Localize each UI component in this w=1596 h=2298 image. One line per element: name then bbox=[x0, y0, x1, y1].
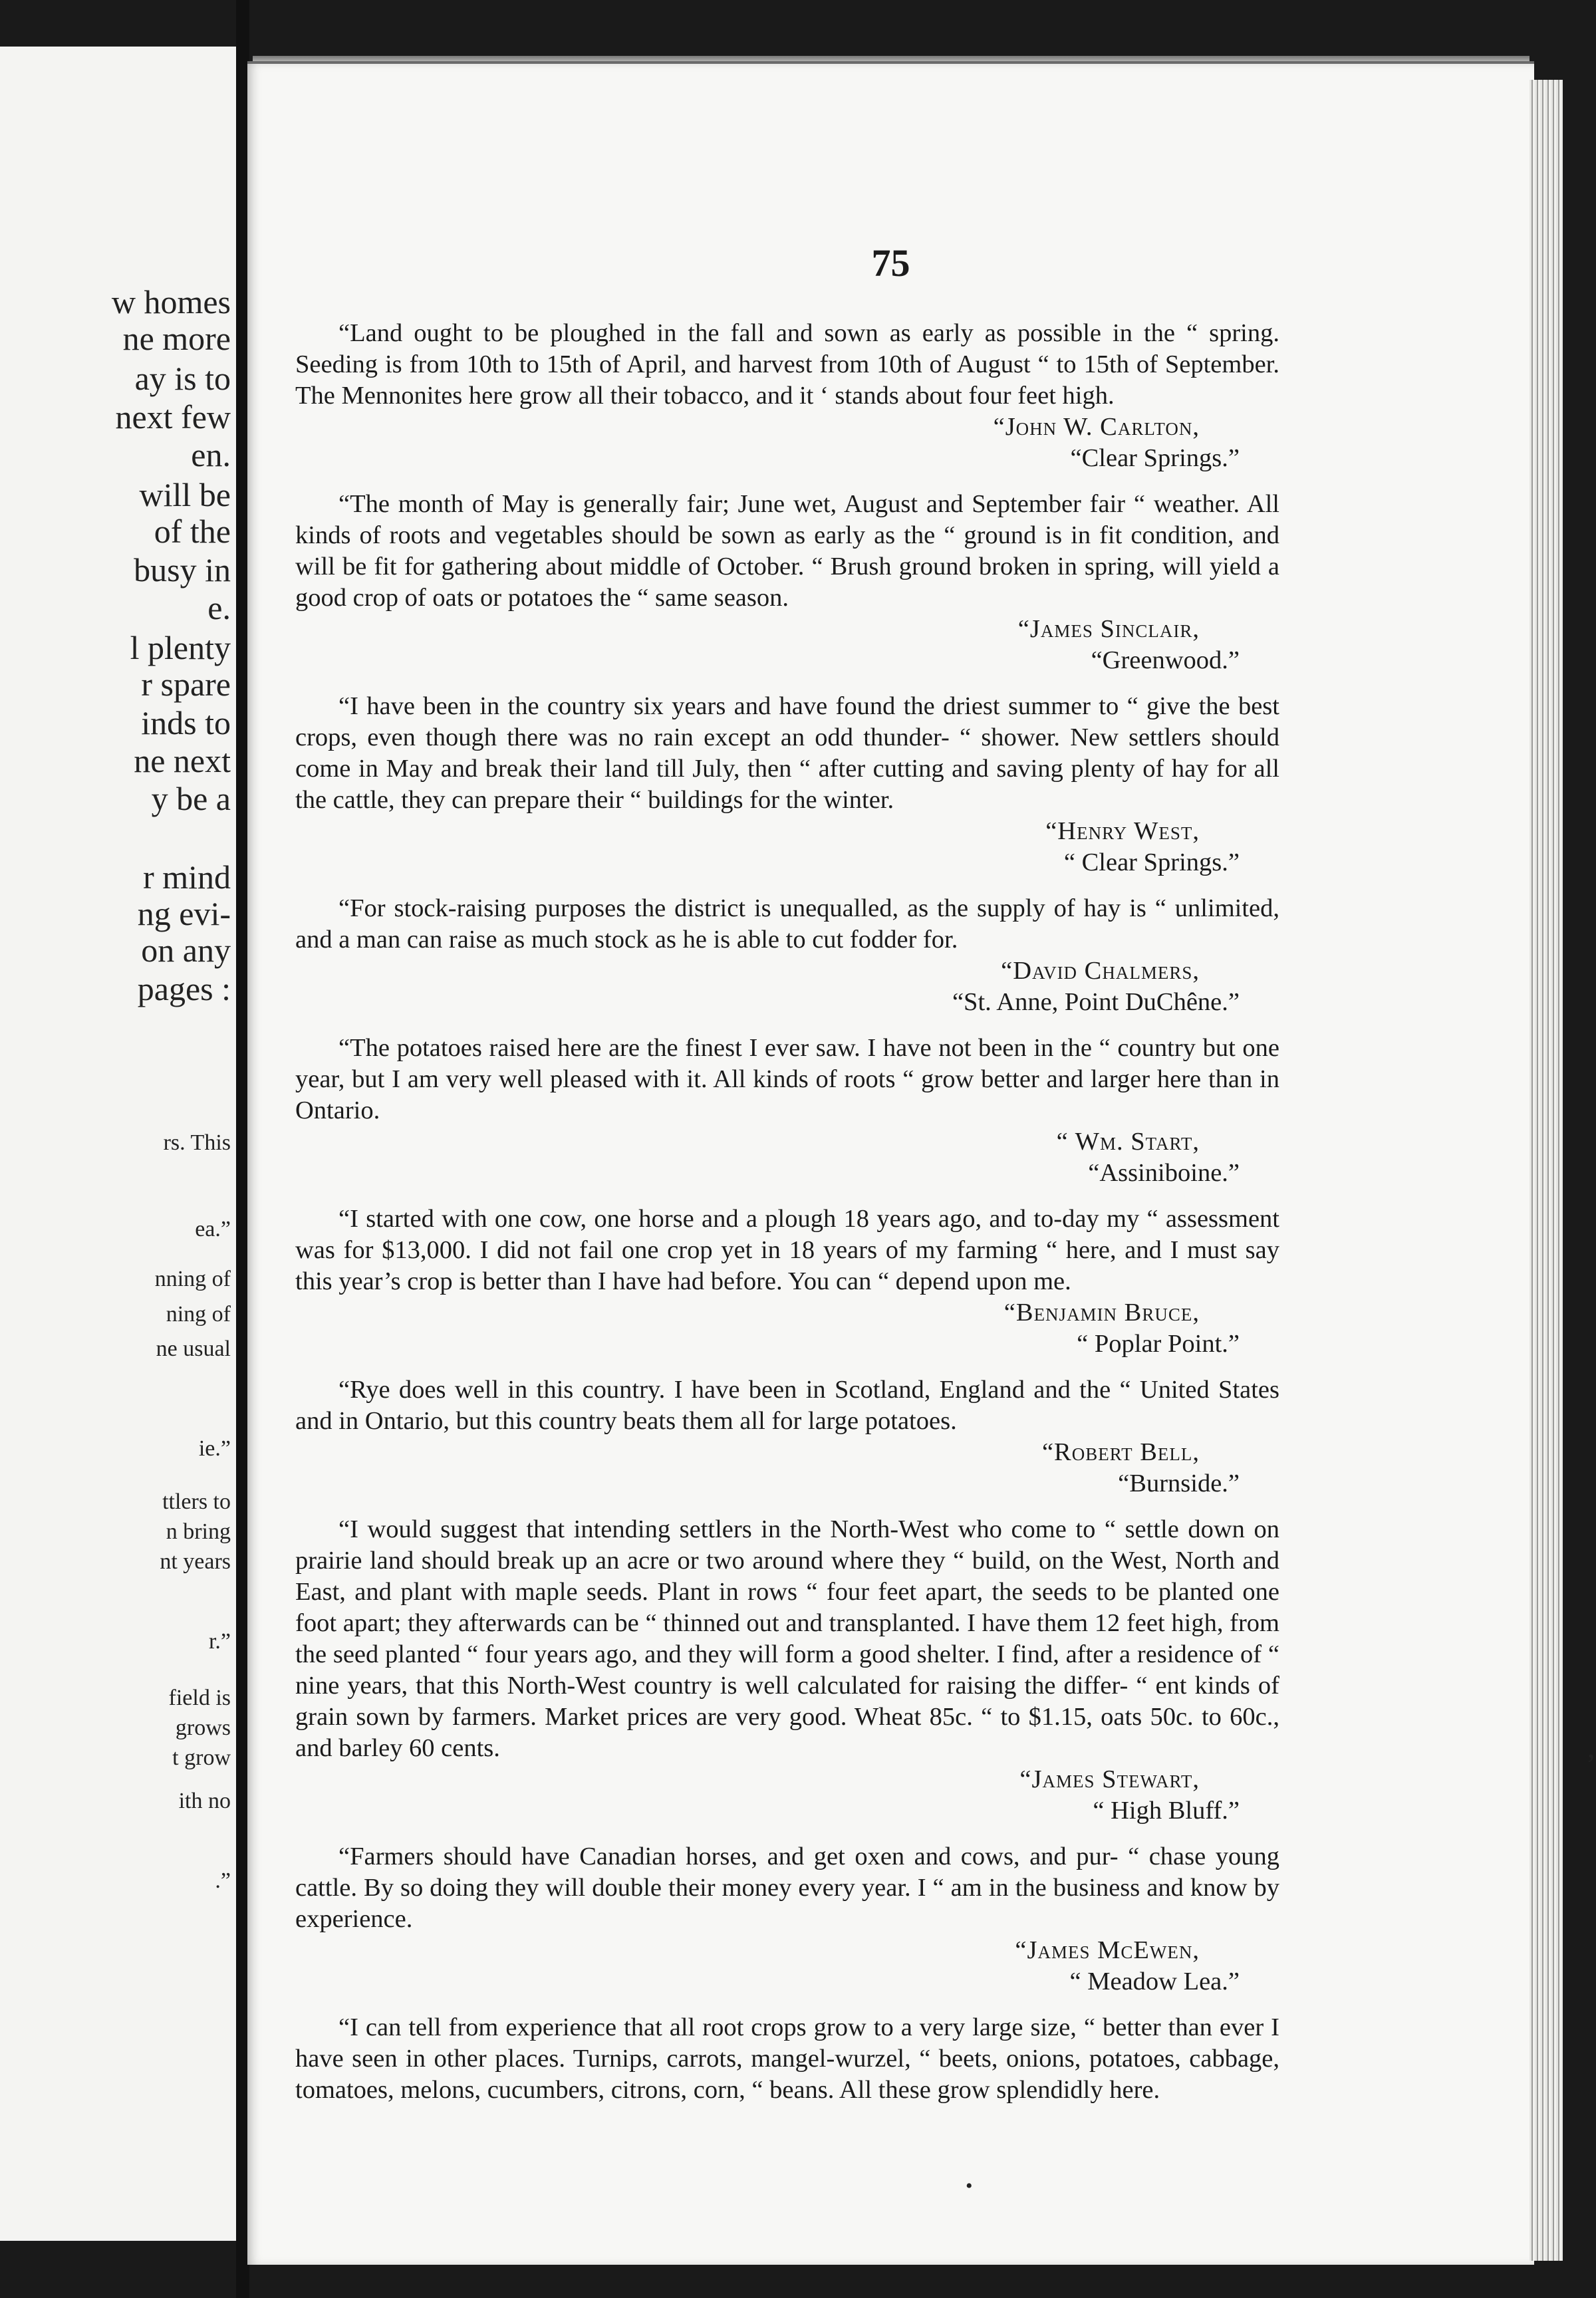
testimonial-author: “David Chalmers, bbox=[1001, 957, 1200, 985]
left-page-fragment: nt years bbox=[160, 1549, 231, 1574]
left-page-fragment: ne usual bbox=[156, 1337, 231, 1361]
left-page-fragment: e. bbox=[207, 589, 231, 626]
left-page-fragment: pages : bbox=[137, 970, 231, 1007]
left-page-fragment: en. bbox=[191, 436, 231, 473]
left-page-fragment: nning of bbox=[154, 1267, 231, 1291]
left-page-fragment: r.” bbox=[208, 1629, 231, 1654]
testimonial-author: “James Sinclair, bbox=[1017, 615, 1200, 643]
testimonial-place: “Clear Springs.” bbox=[1070, 444, 1240, 472]
left-page-fragment: ng evi- bbox=[137, 895, 231, 932]
testimonial-text: “Land ought to be ploughed in the fall and sown as early as possible in the “ spring. Seeding is from 10th to 15th of April, and harvest from 10th of August “ to 15th of September. The Mennonites here grow all their tobacco, and it ‘ stands about four feet high. bbox=[295, 319, 1279, 410]
testimonial-author: “Robert Bell, bbox=[1041, 1438, 1200, 1466]
page-number: 75 bbox=[871, 241, 910, 285]
left-page bbox=[0, 47, 240, 2241]
testimonial-author: “Henry West, bbox=[1045, 817, 1200, 845]
testimonial-place: “Greenwood.” bbox=[1091, 646, 1240, 674]
testimonial-text: “For stock-raising purposes the district is unequalled, as the supply of hay is “ unlimited, and a man can raise as much stock as he is able to cut fodder for. bbox=[295, 894, 1279, 954]
left-page-fragment: ne next bbox=[134, 742, 231, 779]
ink-speck: , bbox=[1587, 1730, 1595, 1764]
left-page-fragment: field is bbox=[168, 1686, 231, 1710]
left-page-fragment: ie.” bbox=[198, 1436, 231, 1461]
testimonial-place: “St. Anne, Point DuChêne.” bbox=[952, 988, 1240, 1016]
left-page-fragment: r mind bbox=[143, 858, 231, 896]
left-page-fragment: t grow bbox=[172, 1745, 231, 1770]
left-page-fragment: ith no bbox=[178, 1789, 231, 1813]
left-page-fragment: y be a bbox=[151, 780, 231, 817]
spacer bbox=[295, 1827, 1279, 1841]
left-page-fragment: will be bbox=[139, 476, 231, 513]
testimonial-text: “I would suggest that intending settlers in the North-West who come to “ settle down on prairie land should break up an acre or two around where they “ build, on the West, North and East, and plant with maple seeds. Plant in rows “ four feet apart, the seeds to be planted one foot apart; they afterwards can be “ thinned out and transplanted. I have them 12 feet high, from the seed planted “ four years ago, and they will form a good shelter. I find, after a residence of “ nine years, that this North-West country is well calculated for raising the differ- “ ent kinds of grain sown by farmers. Market prices are very good. Wheat 85c. “ to $1.15, oats 50c. to 60c., and barley 60 cents. bbox=[295, 1515, 1279, 1762]
right-page bbox=[247, 61, 1595, 2265]
spacer bbox=[295, 474, 1279, 489]
left-page-fragment: l plenty bbox=[130, 629, 231, 666]
testimonial-text: “I started with one cow, one horse and a plough 18 years ago, and to-day my “ assessment was for $13,000. I did not fail one crop yet in 18 years of my farming “ here, and I must say this year’s crop is better than I have had before. You can “ depend upon me. bbox=[295, 1205, 1279, 1295]
left-page-fragment: ay is to bbox=[134, 360, 231, 397]
testimonial-author: “John W. Carlton, bbox=[993, 413, 1200, 441]
spacer bbox=[295, 878, 1279, 893]
testimonial-text: “Rye does well in this country. I have been in Scotland, England and the “ United States and in Ontario, but this country beats them all for large potatoes. bbox=[295, 1376, 1279, 1435]
left-page-fragment: next few bbox=[115, 398, 231, 436]
spacer bbox=[295, 1018, 1279, 1033]
testimonial-place: “ Meadow Lea.” bbox=[1069, 1968, 1240, 1995]
spacer bbox=[295, 2106, 1279, 2120]
testimonial-place: “ Poplar Point.” bbox=[1077, 1330, 1240, 1358]
left-page-fragment: rs. This bbox=[163, 1130, 231, 1155]
spacer bbox=[295, 1997, 1279, 2012]
spacer bbox=[295, 676, 1279, 691]
left-page-fragment: ning of bbox=[166, 1302, 231, 1327]
left-page-fragment: w homes bbox=[111, 283, 231, 320]
testimonial-author: “James McEwen, bbox=[1015, 1936, 1200, 1964]
testimonial-text: “Farmers should have Canadian horses, and get oxen and cows, and pur- “ chase young cattle. By so doing they will double their money every year. I “ am in the business and know by experience. bbox=[295, 1843, 1279, 1933]
testimonial-author: “ Wm. Start, bbox=[1056, 1128, 1200, 1156]
spacer bbox=[295, 1360, 1279, 1374]
left-page-fragment: .” bbox=[215, 1868, 231, 1893]
page-edges bbox=[1530, 80, 1563, 2261]
testimonial-author: “Benjamin Bruce, bbox=[1003, 1299, 1200, 1327]
testimonial-text: “The potatoes raised here are the finest I ever saw. I have not been in the “ country but one year, but I am very well pleased with it. All kinds of roots “ grow better and larger here than in Ontario. bbox=[295, 1034, 1279, 1124]
left-page-fragment: ea.” bbox=[195, 1217, 231, 1241]
testimonials-column bbox=[295, 318, 1279, 2120]
testimonial-place: “Assiniboine.” bbox=[1088, 1159, 1240, 1187]
testimonial-place: “ Clear Springs.” bbox=[1063, 848, 1240, 876]
testimonial-text: “I can tell from experience that all root crops grow to a very large size, “ better than ever I have seen in other places. Turnips, carrots, mangel-wurzel, “ beets, onions, potatoes, cabbage, tomatoes, melons, cucumbers, citrons, corn, “ beans. All these grow splendidly here. bbox=[295, 2013, 1279, 2104]
spacer bbox=[295, 1189, 1279, 1204]
left-page-fragment: busy in bbox=[134, 551, 231, 588]
testimonial-author: “James Stewart, bbox=[1019, 1765, 1200, 1793]
left-page-fragment: r spare bbox=[141, 666, 231, 703]
left-page-fragment: n bring bbox=[166, 1519, 231, 1544]
left-page-fragment: inds to bbox=[141, 704, 231, 741]
testimonial-place: “Burnside.” bbox=[1118, 1469, 1240, 1497]
left-page-fragment: ne more bbox=[122, 320, 231, 357]
left-page-fragment: of the bbox=[154, 513, 231, 550]
spacer bbox=[295, 1499, 1279, 1514]
testimonial-text: “The month of May is generally fair; June wet, August and September fair “ weather. All kinds of roots and vegetables should be sown as early as the “ ground is in fit condition, and will be fit for gathering about middle of October. “ Brush ground broken in spring, will yield a good crop of oats or potatoes the “ same season. bbox=[295, 490, 1279, 612]
left-page-fragment: grows bbox=[175, 1716, 231, 1740]
testimonial-place: “ High Bluff.” bbox=[1093, 1797, 1240, 1825]
ink-speck: • bbox=[966, 2175, 973, 2197]
left-page-fragment: on any bbox=[141, 932, 231, 969]
testimonial-text: “I have been in the country six years and have found the driest summer to “ give the best crops, even though there was no rain except an odd thunder- “ shower. New settlers should come in May and break their land till July, then “ after cutting and saving plenty of hay for all the cattle, they can prepare their “ buildings for the winter. bbox=[295, 692, 1279, 814]
left-page-fragment: ttlers to bbox=[162, 1489, 231, 1514]
